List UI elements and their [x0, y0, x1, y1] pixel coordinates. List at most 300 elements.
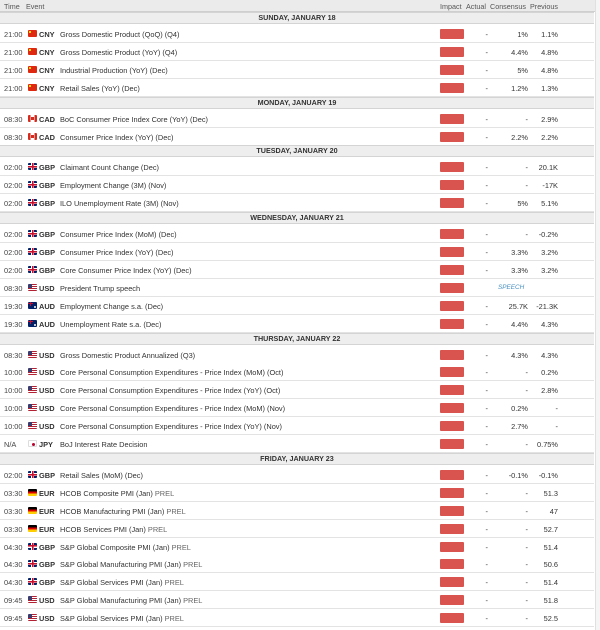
consensus-value: 4.4%: [511, 47, 528, 57]
cad-flag-icon: [28, 115, 37, 122]
previous-value: 3.2%: [541, 248, 558, 257]
event-time: 10:00: [4, 422, 23, 432]
event-time: 21:00: [4, 65, 23, 75]
consensus-value: 3.3%: [511, 265, 528, 275]
actual-value: -: [485, 506, 488, 516]
event-name[interactable]: [60, 560, 202, 569]
previous-value: 20.1K: [538, 163, 558, 173]
header-previous[interactable]: Previous: [530, 2, 558, 11]
consensus-value: -: [525, 614, 528, 624]
impact-high-bar: [440, 198, 464, 208]
previous-value: 5.1%: [541, 199, 558, 209]
event-name-text: Core Personal Consumption Expenditures - Price Index (YoY) (Oct): [60, 386, 281, 396]
event-name-text: Claimant Count Change (Dec): [60, 163, 159, 173]
event-name[interactable]: [60, 66, 168, 75]
event-name-text: BoC Consumer Price Index Core (YoY) (Dec): [60, 114, 209, 124]
day-header: SUNDAY, JANUARY 18: [0, 12, 594, 24]
event-currency: USD: [39, 404, 55, 414]
event-currency: USD: [39, 614, 55, 624]
event-name-text: Employment Change (3M) (Nov): [60, 181, 167, 191]
event-currency: GBP: [39, 163, 56, 173]
speech-tag: SPEECH: [498, 283, 525, 291]
table-row[interactable]: [0, 194, 594, 212]
event-currency: CNY: [39, 65, 55, 75]
event-name-text: Consumer Price Index (MoM) (Dec): [60, 230, 177, 240]
event-name[interactable]: [60, 199, 179, 208]
previous-value: 1.3%: [541, 83, 558, 93]
event-name-text: HCOB Services PMI (Jan): [60, 524, 148, 534]
event-currency: AUD: [39, 301, 56, 311]
actual-value: -: [485, 422, 488, 432]
actual-value: -: [485, 524, 488, 534]
event-currency: USD: [39, 350, 55, 360]
impact-high-bar: [440, 229, 464, 239]
cny-flag-icon: [28, 48, 37, 55]
event-time: 03:30: [4, 524, 23, 534]
prel-tag: PREL: [154, 488, 175, 498]
table-row[interactable]: [0, 43, 594, 61]
vertical-scrollbar[interactable]: [595, 0, 600, 630]
event-currency: GBP: [39, 560, 56, 570]
consensus-value: 25.7K: [508, 301, 528, 311]
event-name[interactable]: [60, 596, 202, 605]
jpy-flag-icon: [28, 440, 37, 447]
impact-high-bar: [440, 439, 464, 449]
event-time: 10:00: [4, 404, 23, 414]
event-name[interactable]: [60, 404, 285, 413]
event-currency: USD: [39, 422, 55, 432]
impact-high-bar: [440, 524, 464, 534]
actual-value: -: [485, 83, 488, 93]
event-time: 02:00: [4, 470, 23, 480]
cad-flag-icon: [28, 133, 37, 140]
event-name-text: Gross Domestic Product (YoY) (Q4): [60, 47, 178, 57]
eur-flag-icon: [28, 507, 37, 514]
table-row[interactable]: [0, 609, 594, 627]
consensus-value: -: [525, 440, 528, 449]
impact-high-bar: [440, 65, 464, 75]
impact-high-bar: [440, 421, 464, 431]
event-currency: USD: [39, 283, 55, 293]
prel-tag: PREL: [147, 524, 168, 534]
gbp-flag-icon: [28, 578, 37, 585]
impact-high-bar: [440, 83, 464, 93]
event-name[interactable]: [60, 30, 180, 39]
aud-flag-icon: [28, 302, 37, 309]
event-name-text: President Trump speech: [60, 283, 141, 293]
actual-value: -: [485, 181, 488, 191]
impact-high-bar: [440, 47, 464, 57]
consensus-value: -: [525, 578, 528, 588]
usd-flag-icon: [28, 386, 37, 393]
previous-value: -0.2%: [538, 230, 558, 240]
consensus-value: -: [525, 596, 528, 606]
previous-value: 47: [549, 506, 558, 516]
table-row[interactable]: [0, 538, 594, 556]
impact-high-bar: [440, 301, 464, 311]
table-row[interactable]: [0, 128, 594, 146]
table-row[interactable]: [0, 435, 594, 453]
event-name[interactable]: [60, 181, 166, 190]
event-name[interactable]: [60, 266, 192, 275]
event-currency: GBP: [39, 470, 56, 480]
table-row[interactable]: [0, 279, 594, 297]
previous-value: 51.3: [543, 488, 558, 498]
event-time: 08:30: [4, 132, 23, 142]
event-name[interactable]: [60, 163, 159, 172]
event-name[interactable]: [60, 84, 140, 93]
event-time: 02:00: [4, 181, 23, 191]
event-time: 04:30: [4, 542, 23, 552]
event-name-text: Core Personal Consumption Expenditures - Price Index (YoY) (Nov): [60, 422, 282, 432]
previous-value: 4.3%: [541, 319, 558, 329]
actual-value: -: [485, 596, 488, 606]
consensus-value: 5%: [517, 65, 528, 75]
previous-value: 2.9%: [541, 114, 558, 124]
event-currency: USD: [39, 386, 55, 396]
event-name[interactable]: [60, 386, 280, 395]
actual-value: -: [485, 47, 488, 57]
consensus-value: 2.2%: [511, 132, 528, 142]
event-name-text: Core Personal Consumption Expenditures - Price Index (MoM) (Oct): [60, 368, 284, 378]
consensus-value: 1.2%: [511, 83, 528, 93]
previous-value: -: [555, 404, 558, 414]
prel-tag: PREL: [164, 578, 184, 588]
cny-flag-icon: [28, 30, 37, 37]
impact-high-bar: [440, 542, 464, 552]
previous-value: 4.8%: [541, 47, 558, 57]
table-row[interactable]: [0, 520, 594, 538]
event-currency: USD: [39, 368, 55, 378]
event-name-text: Industrial Production (YoY) (Dec): [60, 65, 168, 75]
table-row[interactable]: [0, 466, 594, 484]
table-row[interactable]: [0, 346, 594, 364]
impact-high-bar: [440, 180, 464, 190]
impact-high-bar: [440, 132, 464, 142]
event-name-text: Retail Sales (MoM) (Dec): [60, 470, 143, 480]
actual-value: -: [485, 132, 488, 142]
impact-high-bar: [440, 613, 464, 623]
previous-value: 2.8%: [541, 386, 558, 396]
previous-value: 52.7: [543, 524, 558, 534]
header-time[interactable]: Time: [4, 2, 20, 11]
previous-value: 2.2%: [541, 132, 558, 142]
table-row[interactable]: [0, 261, 594, 279]
usd-flag-icon: [28, 404, 37, 411]
cny-flag-icon: [28, 84, 37, 91]
previous-value: 50.6: [543, 560, 558, 570]
event-name[interactable]: [60, 614, 184, 623]
table-row[interactable]: [0, 79, 594, 97]
impact-high-bar: [440, 488, 464, 498]
event-time: 03:30: [4, 488, 23, 498]
eur-flag-icon: [28, 489, 37, 496]
previous-value: -21.3K: [536, 301, 558, 311]
event-name[interactable]: [60, 543, 191, 552]
header-event[interactable]: Event: [26, 2, 45, 11]
event-time: 08:30: [4, 350, 23, 360]
event-currency: CNY: [39, 47, 55, 57]
event-currency: GBP: [39, 542, 56, 552]
event-currency: GBP: [39, 248, 56, 257]
event-time: 02:00: [4, 230, 23, 240]
event-name[interactable]: [60, 320, 161, 329]
usd-flag-icon: [28, 284, 37, 291]
consensus-value: -: [525, 163, 528, 173]
actual-value: -: [485, 440, 488, 449]
gbp-flag-icon: [28, 560, 37, 567]
event-name-text: Gross Domestic Product Annualized (Q3): [60, 350, 196, 360]
table-row[interactable]: [0, 381, 594, 399]
prel-tag: PREL: [183, 596, 203, 606]
day-header: MONDAY, JANUARY 19: [0, 97, 594, 109]
previous-value: 51.4: [543, 542, 558, 552]
gbp-flag-icon: [28, 471, 37, 478]
event-name[interactable]: [60, 284, 140, 293]
event-currency: AUD: [39, 319, 56, 329]
event-currency: CAD: [39, 114, 56, 124]
day-header: TUESDAY, JANUARY 20: [0, 145, 594, 157]
previous-value: 4.3%: [541, 350, 558, 360]
event-name[interactable]: [60, 422, 282, 431]
cny-flag-icon: [28, 66, 37, 73]
table-header: [0, 0, 600, 12]
consensus-value: -: [525, 524, 528, 534]
actual-value: -: [485, 199, 488, 209]
prel-tag: PREL: [171, 542, 191, 552]
prel-tag: PREL: [183, 560, 203, 570]
event-name[interactable]: [60, 351, 195, 360]
event-time: 10:00: [4, 386, 23, 396]
consensus-value: -: [525, 506, 528, 516]
table-row[interactable]: [0, 110, 594, 128]
table-row[interactable]: [0, 484, 594, 502]
previous-value: 52.5: [543, 614, 558, 624]
event-name-text: Unemployment Rate s.a. (Dec): [60, 319, 162, 329]
actual-value: -: [485, 319, 488, 329]
event-time: 19:30: [4, 301, 23, 311]
event-time: 02:00: [4, 248, 23, 257]
actual-value: -: [485, 301, 488, 311]
actual-value: -: [485, 230, 488, 240]
event-name-text: S&P Global Services PMI (Jan): [60, 614, 165, 624]
gbp-flag-icon: [28, 248, 37, 255]
event-name-text: ILO Unemployment Rate (3M) (Nov): [60, 199, 179, 209]
previous-value: 3.2%: [541, 265, 558, 275]
event-name[interactable]: [60, 489, 174, 498]
consensus-value: -: [525, 560, 528, 570]
event-name-text: Consumer Price Index (YoY) (Dec): [60, 132, 174, 142]
consensus-value: 2.7%: [511, 422, 528, 432]
event-time: 04:30: [4, 560, 23, 570]
consensus-value: 5%: [517, 199, 528, 209]
consensus-value: -: [525, 542, 528, 552]
table-row[interactable]: [0, 243, 594, 261]
gbp-flag-icon: [28, 181, 37, 188]
event-time: 02:00: [4, 199, 23, 209]
header-impact[interactable]: Impact: [440, 2, 462, 11]
usd-flag-icon: [28, 351, 37, 358]
gbp-flag-icon: [28, 163, 37, 170]
event-name[interactable]: [60, 248, 174, 257]
impact-high-bar: [440, 319, 464, 329]
actual-value: -: [485, 578, 488, 588]
consensus-value: -0.1%: [508, 470, 528, 480]
impact-high-bar: [440, 114, 464, 124]
gbp-flag-icon: [28, 230, 37, 237]
event-time: 02:00: [4, 163, 23, 173]
actual-value: -: [485, 560, 488, 570]
event-time: 21:00: [4, 83, 23, 93]
event-time: 10:00: [4, 368, 23, 378]
consensus-value: 0.2%: [511, 404, 528, 414]
actual-value: -: [485, 470, 488, 480]
table-row[interactable]: [0, 25, 594, 43]
event-name[interactable]: [60, 115, 208, 124]
event-name[interactable]: [60, 507, 186, 516]
event-name-text: HCOB Composite PMI (Jan): [60, 488, 155, 498]
impact-high-bar: [440, 162, 464, 172]
event-name[interactable]: [60, 440, 148, 449]
day-header: FRIDAY, JANUARY 23: [0, 453, 594, 465]
impact-high-bar: [440, 470, 464, 480]
previous-value: 0.2%: [541, 368, 558, 378]
impact-high-bar: [440, 283, 464, 293]
event-currency: GBP: [39, 578, 56, 588]
header-actual[interactable]: Actual: [466, 2, 486, 11]
event-currency: EUR: [39, 524, 55, 534]
consensus-value: -: [525, 114, 528, 124]
event-time: 04:30: [4, 578, 23, 588]
actual-value: -: [485, 404, 488, 414]
impact-high-bar: [440, 595, 464, 605]
event-name[interactable]: [60, 48, 177, 57]
event-time: 08:30: [4, 114, 23, 124]
event-time: 21:00: [4, 30, 23, 39]
previous-value: -: [555, 422, 558, 432]
actual-value: -: [485, 248, 488, 257]
actual-value: -: [485, 368, 488, 378]
event-currency: GBP: [39, 181, 56, 191]
table-row[interactable]: [0, 176, 594, 194]
event-name-text: Consumer Price Index (YoY) (Dec): [60, 248, 174, 257]
event-name[interactable]: [60, 133, 174, 142]
previous-value: 1.1%: [541, 30, 558, 39]
event-name-text: Retail Sales (YoY) (Dec): [60, 83, 140, 93]
event-currency: GBP: [39, 230, 56, 240]
table-row[interactable]: [0, 225, 594, 243]
event-name-text: Core Consumer Price Index (YoY) (Dec): [60, 265, 192, 275]
event-name-text: Gross Domestic Product (QoQ) (Q4): [60, 30, 180, 39]
day-header: THURSDAY, JANUARY 22: [0, 333, 594, 345]
aud-flag-icon: [28, 320, 37, 327]
event-currency: GBP: [39, 265, 56, 275]
event-name-text: HCOB Manufacturing PMI (Jan): [60, 506, 167, 516]
event-time: N/A: [4, 440, 17, 449]
previous-value: 4.8%: [541, 65, 558, 75]
impact-high-bar: [440, 577, 464, 587]
table-row[interactable]: [0, 417, 594, 435]
event-time: 19:30: [4, 319, 23, 329]
gbp-flag-icon: [28, 543, 37, 550]
event-currency: EUR: [39, 506, 55, 516]
table-row[interactable]: [0, 158, 594, 176]
event-time: 03:30: [4, 506, 23, 516]
event-name[interactable]: [60, 471, 143, 480]
impact-high-bar: [440, 403, 464, 413]
table-row[interactable]: [0, 573, 594, 591]
actual-value: -: [485, 65, 488, 75]
previous-value: 51.8: [543, 596, 558, 606]
table-row[interactable]: [0, 61, 594, 79]
gbp-flag-icon: [28, 266, 37, 273]
previous-value: -17K: [542, 181, 558, 191]
actual-value: -: [485, 614, 488, 624]
event-time: 02:00: [4, 265, 23, 275]
event-name[interactable]: [60, 368, 283, 377]
impact-high-bar: [440, 29, 464, 39]
actual-value: -: [485, 163, 488, 173]
event-name-text: Employment Change s.a. (Dec): [60, 301, 164, 311]
previous-value: 51.4: [543, 578, 558, 588]
event-name-text: S&P Global Manufacturing PMI (Jan): [60, 596, 184, 606]
impact-high-bar: [440, 367, 464, 377]
event-name-text: S&P Global Manufacturing PMI (Jan): [60, 560, 184, 570]
event-currency: USD: [39, 596, 55, 606]
table-row[interactable]: [0, 502, 594, 520]
eur-flag-icon: [28, 525, 37, 532]
event-name[interactable]: [60, 525, 167, 534]
impact-high-bar: [440, 559, 464, 569]
prel-tag: PREL: [164, 614, 184, 624]
event-time: 09:45: [4, 614, 23, 624]
day-header: WEDNESDAY, JANUARY 21: [0, 212, 594, 224]
event-name[interactable]: [60, 230, 177, 239]
actual-value: -: [485, 542, 488, 552]
table-row[interactable]: [0, 363, 594, 381]
event-name[interactable]: [60, 578, 184, 587]
header-consensus[interactable]: Consensus: [490, 2, 526, 11]
consensus-value: 4.4%: [511, 319, 528, 329]
gbp-flag-icon: [28, 199, 37, 206]
event-name-text: BoJ Interest Rate Decision: [60, 440, 148, 449]
table-row[interactable]: [0, 399, 594, 417]
event-name-text: S&P Global Composite PMI (Jan): [60, 542, 172, 552]
event-name-text: Core Personal Consumption Expenditures - Price Index (MoM) (Nov): [60, 404, 286, 414]
prel-tag: PREL: [166, 506, 186, 516]
table-row[interactable]: [0, 297, 594, 315]
consensus-value: 4.3%: [511, 350, 528, 360]
usd-flag-icon: [28, 614, 37, 621]
previous-value: 0.75%: [537, 440, 558, 449]
table-row[interactable]: [0, 315, 594, 333]
consensus-value: 3.3%: [511, 248, 528, 257]
usd-flag-icon: [28, 368, 37, 375]
impact-high-bar: [440, 247, 464, 257]
event-currency: EUR: [39, 488, 55, 498]
actual-value: -: [485, 350, 488, 360]
consensus-value: 1%: [517, 30, 528, 39]
table-row[interactable]: [0, 555, 594, 573]
event-time: 09:45: [4, 596, 23, 606]
event-name[interactable]: [60, 302, 163, 311]
event-time: 21:00: [4, 47, 23, 57]
consensus-value: -: [525, 386, 528, 396]
table-row[interactable]: [0, 591, 594, 609]
event-currency: JPY: [39, 440, 53, 449]
previous-value: -0.1%: [538, 470, 558, 480]
event-currency: CNY: [39, 30, 55, 39]
